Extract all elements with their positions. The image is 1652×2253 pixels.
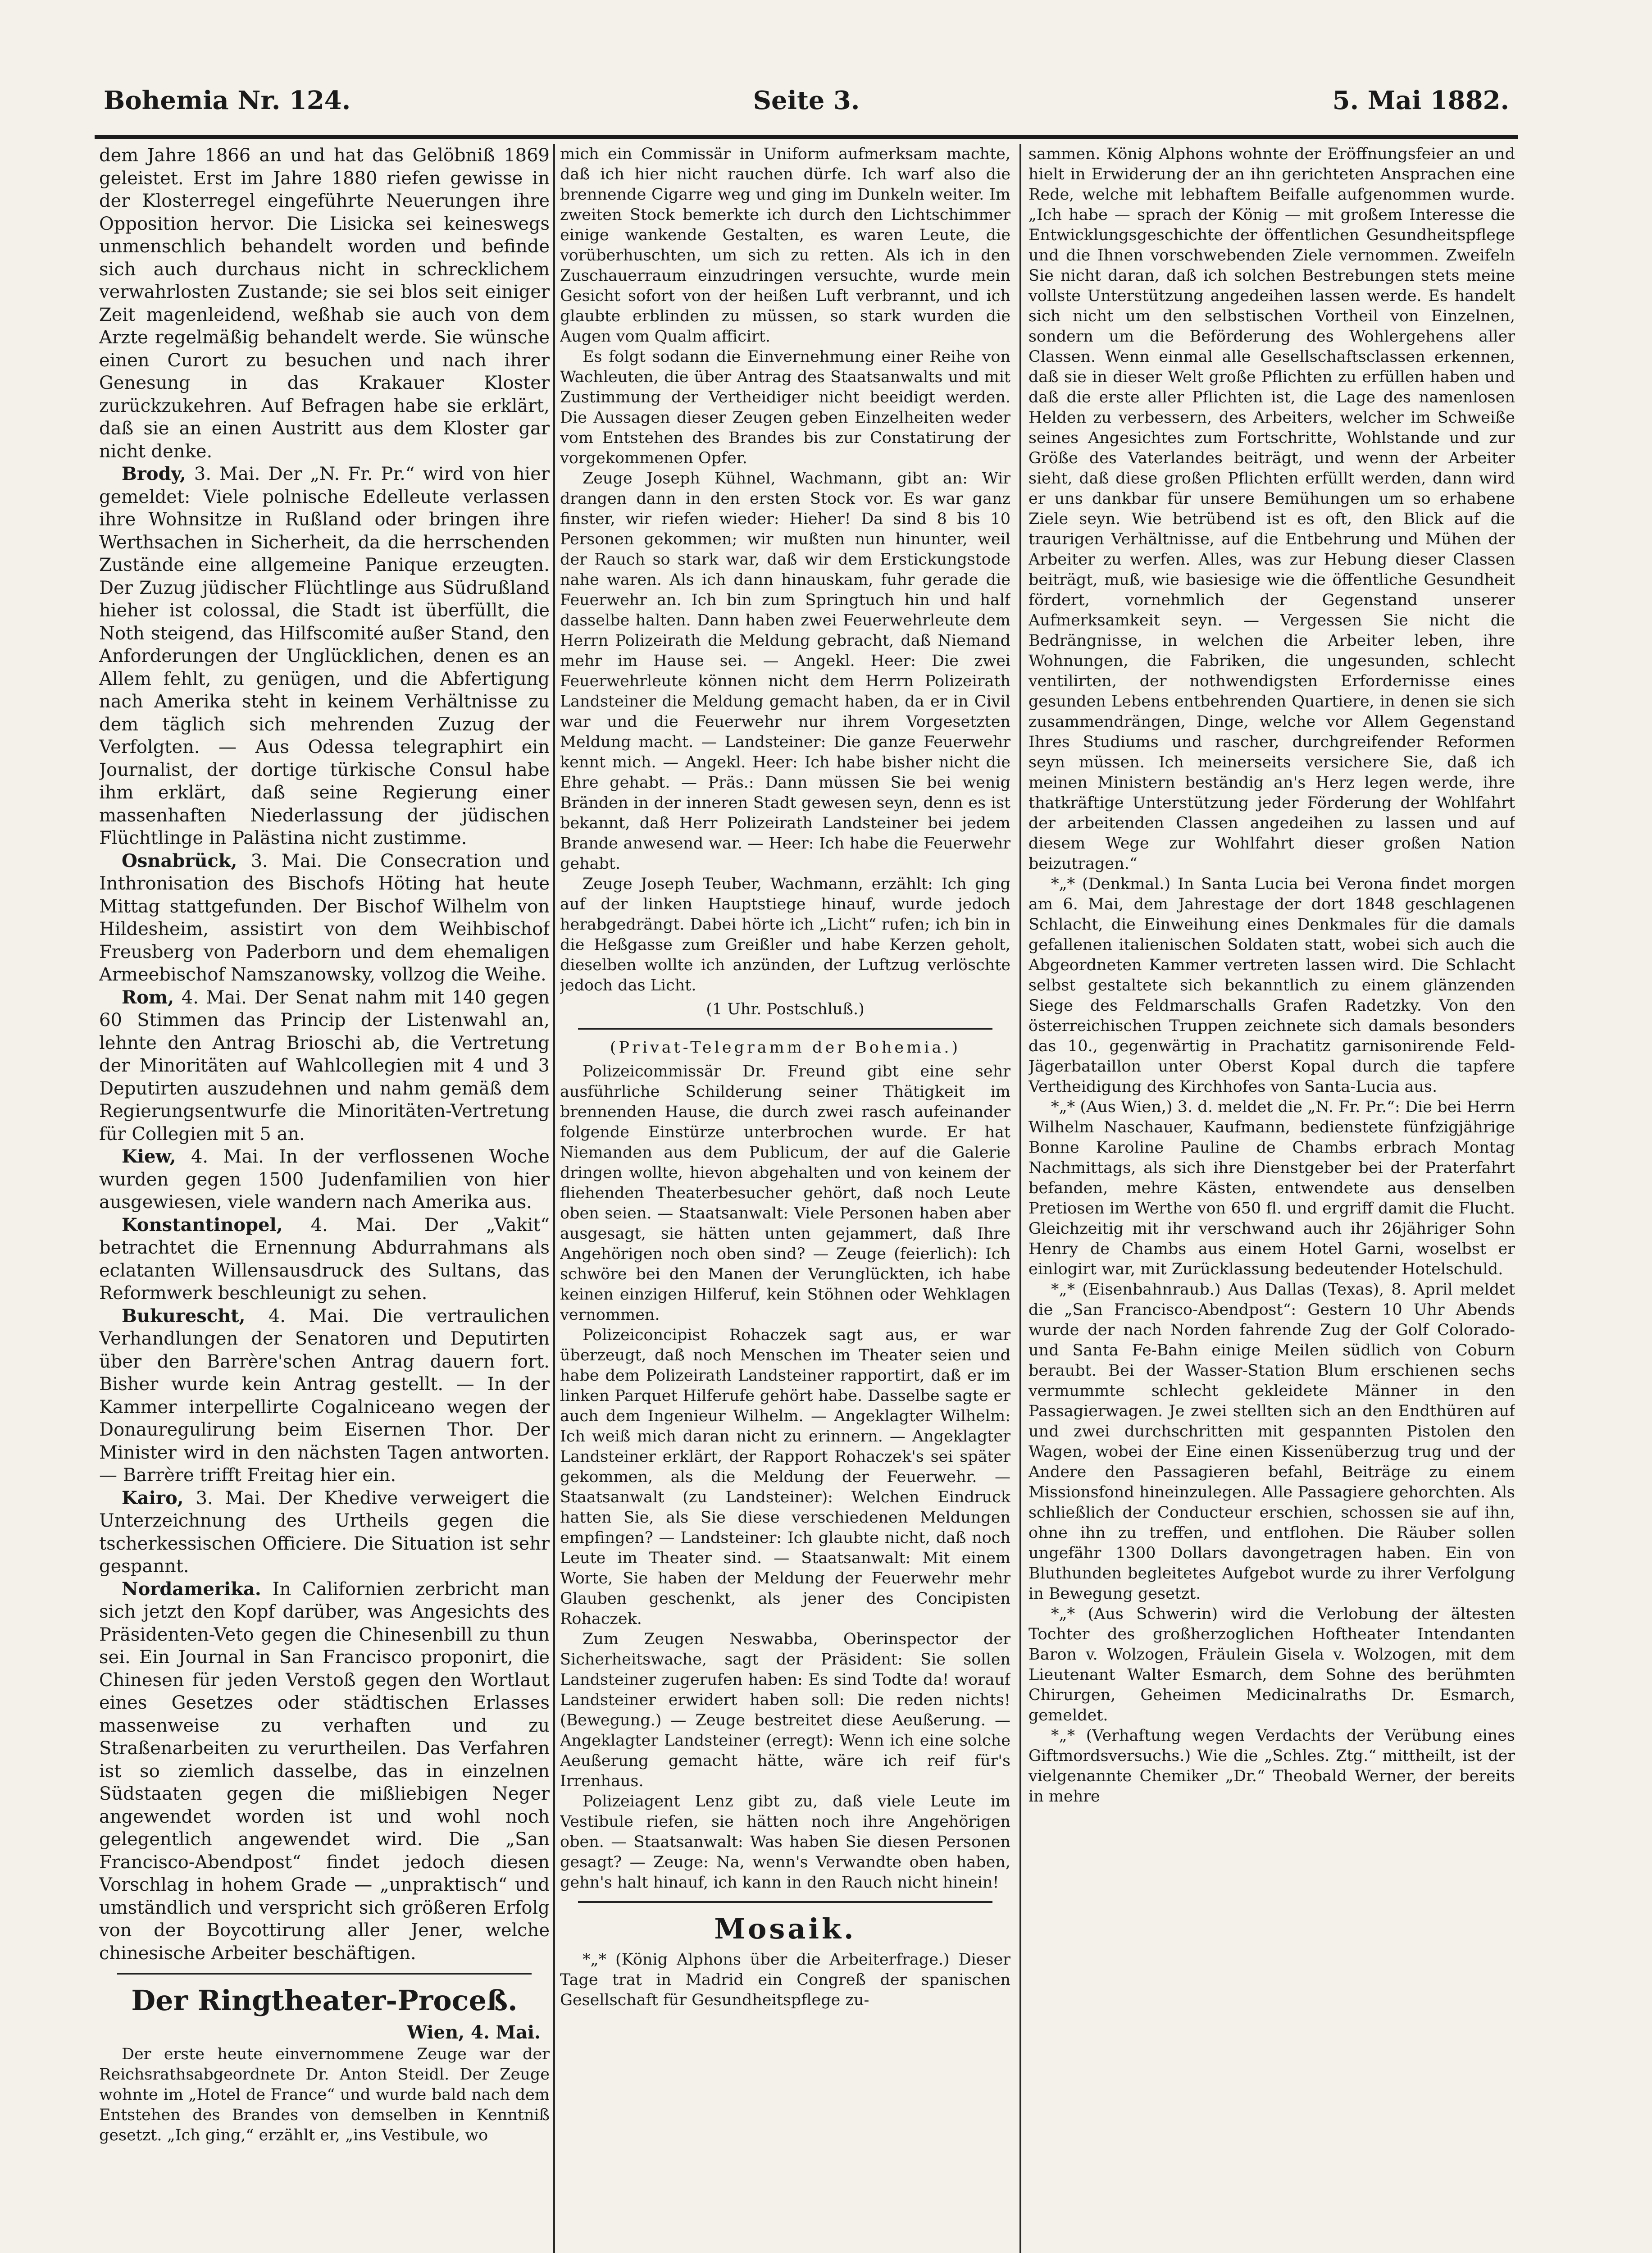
header-issue: Bohemia Nr. 124. xyxy=(104,86,351,115)
news-item xyxy=(99,1214,550,1305)
news-place: Kiew, xyxy=(122,1146,176,1167)
header-date: 5. Mai 1882. xyxy=(1332,86,1509,115)
article-paragraph: Polizeicommissär Dr. Freund gibt eine sehr ausführliche Schilderung seiner Thätigkeit im brennenden Hause, die durch zwei rasch aufeinander folgende Einstürze unterbrochen wurde. Er hat Niemanden aus dem Publicum, der auf die Galerie dringen wollte, hievon abgehalten und von keinem der fliehenden Theaterbesucher gehört, daß noch Leute oben seien. — Staatsanwalt: Viele Personen haben aber ausgesagt, sie hätten unten gejammert, daß Ihre Angehörigen noch oben sind? — Zeuge (feierlich): Ich schwöre bei den Manen der Verunglückten, ich habe keinen einzigen Hilferuf, kein Stöhnen oder Wehklagen vernommen. xyxy=(560,1063,1010,1324)
article-paragraph: Der erste heute einvernommene Zeuge war der Reichsrathsabgeordnete Dr. Anton Steidl. Der Zeuge wohnte im „Hotel de France“ und wurde bald nach dem Entstehen des Brandes von demselben in Kenntniß gesetzt. „Ich ging,“ erzählt er, „ins Vestibule, wo xyxy=(99,2045,550,2144)
article-paragraph: mich ein Commissär in Uniform aufmerksam machte, daß ich hier nicht rauchen dürfe. Ich warf also die brennende Cigarre weg und ging im Dunkeln weiter. Im zweiten Stock bemerkte ich durch den Lichtschimmer einige wankende Gestalten, es waren Leute, die vorüberhuschten, um sich zu retten. Als ich in den Zuschauerraum einzudringen versuchte, wurde mein Gesicht sofort von der heißen Luft verbrannt, und ich glaubte erblinden zu müssen, so stark wurden die Augen vom Qualm afficirt. xyxy=(560,145,1010,346)
news-place: Nordamerika. xyxy=(122,1578,261,1600)
section-divider xyxy=(578,1901,992,1903)
news-place: Rom, xyxy=(122,986,174,1008)
section-title: Mosaik. xyxy=(714,1912,856,1945)
article-paragraph: sammen. König Alphons wohnte der Eröffnungsfeier an und hielt in Erwiderung der an ihn gerichteten Ansprachen eine Rede, welche mit lebhaftem Beifalle aufgenommen wurde. „Ich habe — sprach der König — mit großem Interesse die Entwicklungsgeschichte der öffentlichen Gesundheitspflege und die Ihnen vorschwebenden Ziele vernommen. Zweifeln Sie nicht daran, daß ich solchen Bestrebungen stets meine vollste Unterstützung angedeihen lassen werde. Es handelt sich nicht um den selbstischen Vortheil von Einzelnen, sondern um die Beförderung des Wohlergehens aller Classen. Wenn einmal alle Gesellschaftsclassen erkennen, daß sie in dieser Welt große Pflichten zu erfüllen haben und daß die erste aller Pflichten ist, die Lage des namenlosen Helden zu verbessern, des Arbeiters, welcher im Schweiße seines Angesichtes zum Fortschritte, Wohlstande und zur Größe des Vaterlandes beiträgt, und wenn der Arbeiter sieht, daß diese großen Pflichten erfüllt werden, dann wird er uns dankbar für unsere Bemühungen um so erhabene Ziele seyn. Wie betrübend ist es oft, den Blick auf die traurigen Verhältnisse, auf die Entbehrung und Mühen der Arbeiter zu werfen. Alles, was zur Hebung dieser Classen beiträgt, muß, wie basiesige wie die öffentliche Gesundheit fördert, vornehmlich der Gegenstand unserer Aufmerksamkeit seyn. — Vergessen Sie nicht die Bedrängnisse, in welchen die Arbeiter leben, ihre Wohnungen, die Fabriken, die ungesunden, schlecht ventilirten, der nothwendigsten Erfordernisse eines gesunden Lebens entbehrenden Quartiere, in denen sie sich zusammendrängen, Dinge, welche vor Allem Gegenstand Ihres Studiums und rascher, durchgreifender Reformen seyn müssen. Ich meinerseits versichere Sie, daß ich meinen Ministern beständig an's Herz legen werde, ihre thatkräftige Unterstützung jeder Förderung der Wohlfahrt der arbeitenden Classen angedeihen zu lassen und auf diesem Wege zur Wohlfahrt dieser großen Nation beizutragen.“ xyxy=(1029,145,1515,873)
column-3 xyxy=(1029,144,1515,2253)
postschluss-note: (1 Uhr. Postschluß.) xyxy=(706,1000,865,1018)
header-page-number: Seite 3. xyxy=(753,86,860,115)
column-2 xyxy=(560,144,1010,2253)
news-place: Osnabrück, xyxy=(122,850,237,871)
article-paragraph: Polizeiconcipist Rohaczek sagt aus, er war überzeugt, daß noch Menschen im Theater seien und habe dem Polizeirath Landsteiner rapportirt, daß er im linken Parquet Hilferufe gehört habe. Dasselbe sagte er auch dem Ingenieur Wilhelm. — Angeklagter Wilhelm: Ich weiß mich daran nicht zu erinnern. — Angeklagter Landsteiner erklärt, der Rapport Rohaczek's sei später gekommen, als die Meldung der Feuerwehr. — Staatsanwalt (zu Landsteiner): Welchen Eindruck hatten Sie, als Sie diese verschiedenen Meldungen empfingen? — Landsteiner: Ich glaubte nicht, daß noch Leute im Theater sind. — Staatsanwalt: Mit einem Worte, Sie haben der Meldung der Feuerwehr mehr Glauben geschenkt, als jener des Concipisten Rohaczek. xyxy=(560,1326,1010,1628)
news-place: Kairo, xyxy=(122,1487,184,1509)
column-separator xyxy=(1019,144,1021,2253)
article-paragraph: *„* (König Alphons über die Arbeiterfrage.) Dieser Tage trat in Madrid ein Congreß der spanischen Gesellschaft für Gesundheitspflege zu- xyxy=(560,1951,1010,2009)
news-item xyxy=(99,463,550,850)
article-paragraph: Zum Zeugen Neswabba, Oberinspector der Sicherheitswache, sagt der Präsident: Sie sollen Landsteiner zugerufen haben: Es sind Todte da! worauf Landsteiner erwidert haben soll: Die reden nichts! (Bewegung.) — Zeuge bestreitet diese Aeußerung. — Angeklagter Landsteiner (erregt): Wenn ich eine solche Aeußerung gemacht hätte, wäre ich reif für's Irrenhaus. xyxy=(560,1630,1010,1790)
news-text: 3. Mai. Der „N. Fr. Pr.“ wird von hier gemeldet: Viele polnische Edelleute verlassen ihre Wohnsitze in Rußland oder bringen ihre Werthsachen in Sicherheit, da die herrschenden Zustände eine allgemeine Panique erzeugten. Der Zuzug jüdischer Flüchtlinge aus Südrußland hieher ist colossal, die Stadt ist überfüllt, die Noth steigend, das Hilfscomité außer Stand, den Anforderungen der Unglücklichen, denen es an Allem fehlt, zu genügen, und die Abfertigung nach Amerika steht in keinem Verhältnisse zu dem täglich sich mehrenden Zuzug der Verfolgten. — Aus Odessa telegraphirt ein Journalist, der dortige türkische Consul habe ihm erklärt, daß seine Regierung einer massenhaften Niederlassung der jüdischen Flüchtlinge in Palästina nicht zustimme. xyxy=(99,464,550,848)
mosaic-item: *„* (Verhaftung wegen Verdachts der Verübung eines Giftmordsversuchs.) Wie die „Schles. Ztg.“ mittheilt, ist der vielgenannte Chemiker „Dr.“ Theobald Werner, der bereits in mehre xyxy=(1029,1727,1515,1806)
news-item xyxy=(99,1145,550,1214)
mosaic-item: *„* (Denkmal.) In Santa Lucia bei Verona findet morgen am 6. Mai, dem Jahrestage der dort 1848 geschlagenen Schlacht, die Einweihung eines Denkmales für die damals gefallenen italienischen Soldaten statt, wobei sich auch die Abgeordneten Kammer vertreten lassen wird. Die Schlacht selbst gestaltete sich bekanntlich zu einem glänzenden Siege des Feldmarschalls Grafen Radetzky. Von den österreichischen Truppen zeichnete sich damals besonders das 10., gegenwärtig in Prachatitz garnisonirende Feld-Jägerbataillon unter Oberst Kopal durch die tapfere Vertheidigung des Kirchhofes von Santa-Lucia aus. xyxy=(1029,875,1515,1096)
news-text: In Californien zerbricht man sich jetzt den Kopf darüber, was Angesichts des Präsidenten-Veto gegen die Chinesenbill zu thun sei. Ein Journal in San Francisco proponirt, die Chinesen für jeden Verstoß gegen den Wortlaut eines Gesetzes oder städtischen Erlasses massenweise zu verhaften und zu Straßenarbeiten zu verurtheilen. Das Verfahren ist so ziemlich dasselbe, das in einzelnen Südstaaten gegen die mißliebigen Neger angewendet worden ist und wohl noch gelegentlich angewendet wird. Die „San Francisco-Abendpost“ findet jedoch diesen Vorschlag in hohem Grade — „unpraktisch“ und umständlich und verspricht sich größeren Erfolg von der Boycottirung aller Jener, welche chinesische Arbeiter beschäftigen. xyxy=(99,1578,550,1964)
column-separator xyxy=(553,144,555,2253)
telegram-heading: (Privat-Telegramm der Bohemia.) xyxy=(610,1039,961,1057)
news-text: 3. Mai. Der Khedive verweigert die Unterzeichnung des Urtheils gegen die tscherkessischen Officiere. Die Situation ist sehr gespannt. xyxy=(99,1487,550,1577)
article-paragraph: Polizeiagent Lenz gibt zu, daß viele Leute im Vestibule riefen, sie hätten noch ihre Angehörigen oben. — Staatsanwalt: Was haben Sie diesen Personen gesagt? — Zeuge: Na, wenn's Verwandte oben haben, gehn's halt hinauf, ich kann in den Rauch nicht hinein! xyxy=(560,1792,1010,1892)
dateline: Wien, 4. Mai. xyxy=(407,2022,541,2043)
news-text: 4. Mai. Die vertraulichen Verhandlungen der Senatoren und Deputirten über den Barrère'schen Antrag dauern fort. Bisher wurde kein Antrag gestellt. — In der Kammer interpellirte Cogalniceano wegen der Donauregulirung beim Eisernen Thor. Der Minister wird in den nächsten Tagen antworten. — Barrère trifft Freitag hier ein. xyxy=(99,1305,550,1486)
news-text: 4. Mai. Der „Vakit“ betrachtet die Ernennung Abdurrahmans als eclatanten Willensausdruck des Sultans, das Reformwerk beschleunigt zu sehen. xyxy=(99,1214,550,1304)
news-item xyxy=(99,1305,550,1487)
news-item xyxy=(99,1578,550,1965)
section-divider xyxy=(117,1973,532,1975)
news-place: Konstantinopel, xyxy=(122,1214,283,1236)
article-paragraph: dem Jahre 1866 an und hat das Gelöbniß 1869 geleistet. Erst im Jahre 1880 riefen gewisse in der Klosterregel eingeführte Neuerungen ihre Opposition hervor. Die Lisicka sei keineswegs unmenschlich behandelt worden und befinde sich auch durchaus nicht in schrecklichem verwahrlosten Zustande; sie sei blos seit einiger Zeit magenleidend, weßhab sie auch von dem Arzte regelmäßig behandelt werde. Sie wünsche einen Curort zu besuchen und nach ihrer Genesung in das Krakauer Kloster zurückzukehren. Auf Befragen habe sie erklärt, daß sie an einen Austritt aus dem Kloster gar nicht denke. xyxy=(99,145,550,462)
article-paragraph: Es folgt sodann die Einvernehmung einer Reihe von Wachleuten, die über Antrag des Staatsanwalts und mit Zustimmung der Vertheidiger nicht beeidigt werden. Die Aussagen dieser Zeugen geben Einzelheiten weder vom Entstehen des Brandes bis zur Constatirung der vorgekommenen Opfer. xyxy=(560,348,1010,467)
article-paragraph: Zeuge Joseph Teuber, Wachmann, erzählt: Ich ging auf der linken Hauptstiege hinauf, wurde jedoch herabgedrängt. Dabei hörte ich „Licht“ rufen; ich bin in die Heßgasse zum Greißler und habe Kerzen geholt, dieselben wollte ich anzünden, der Luftzug verlöschte jedoch das Licht. xyxy=(560,875,1010,994)
news-item xyxy=(99,986,550,1146)
news-place: Brody, xyxy=(122,463,186,484)
header-rule xyxy=(95,135,1518,139)
section-divider xyxy=(578,1028,992,1030)
section-title: Der Ringtheater-Proceß. xyxy=(131,1984,518,2017)
news-text: 4. Mai. Der Senat nahm mit 140 gegen 60 Stimmen das Princip der Listenwahl an, lehnte den Antrag Brioschi ab, die Vertretung der Minoritäten auf Wahlcollegien mit 4 und 3 Deputirten auszudehnen und nahm gemäß dem Regierungsentwurfe die Minoritäten-Vertretung für Collegien mit 5 an. xyxy=(99,987,550,1145)
mosaic-item: *„* (Aus Schwerin) wird die Verlobung der ältesten Tochter des großherzoglichen Hoftheater Intendanten Baron v. Wolzogen, Fräulein Gisela v. Wolzogen, mit dem Lieutenant Walter Esmarch, dem Sohne des berühmten Chirurgen, Geheimen Medicinalraths Dr. Esmarch, gemeldet. xyxy=(1029,1605,1515,1724)
news-place: Bukurescht, xyxy=(122,1305,246,1327)
mosaic-item: *„* (Eisenbahnraub.) Aus Dallas (Texas), 8. April meldet die „San Francisco-Abendpost“: Gestern 10 Uhr Abends wurde der nach Norden fahrende Zug der Golf Colorado- und Santa Fe-Bahn einige Meilen südlich von Coburn beraubt. Bei der Wasser-Station Blum erschienen sechs vermummte schlecht gekleidete Männer in den Passagierwagen. Je zwei stellten sich an den Endthüren auf und zwei durchschritten mit gespannten Pistolen den Wagen, wobei der Eine einen Kissenüberzug trug und der Andere den Passagieren befahl, Beiträge zu einem Missionsfond hineinzulegen. Alle Passagiere gehorchten. Als schließlich der Conducteur erschien, schossen sie auf ihn, ohne ihn zu treffen, und entflohen. Die Räuber sollen ungefähr 1300 Dollars davongetragen haben. Ein von Bluthunden begleitetes Aufgebot wurde zu ihrer Verfolgung in Bewegung gesetzt. xyxy=(1029,1281,1515,1603)
mosaic-item: *„* (Aus Wien,) 3. d. meldet die „N. Fr. Pr.“: Die bei Herrn Wilhelm Naschauer, Kaufmann, bedienstete fünfzigjährige Bonne Karoline Pauline de Chambs erbrach Montag Nachmittags, als sich ihre Dienstgeber bei der Praterfahrt befanden, mehre Kästen, entwendete aus denselben Pretiosen im Werthe von 650 fl. und ergriff damit die Flucht. Gleichzeitig mit ihr verschwand auch ihr 26jähriger Sohn Henry de Chambs aus einem Hotel Garni, woselbst er einlogirt war, mit Zurücklassung bedeutender Hotelschuld. xyxy=(1029,1098,1515,1278)
news-item xyxy=(99,1487,550,1578)
column-1 xyxy=(99,144,550,2253)
article-paragraph: Zeuge Joseph Kühnel, Wachmann, gibt an: Wir drangen dann in den ersten Stock vor. Es war ganz finster, wir riefen wieder: Hieher! Da sind 8 bis 10 Personen gekommen; wir mußten nun hinunter, weil der Rauch so stark war, daß wir dem Erstickungstode nahe waren. Als ich dann hinauskam, fuhr gerade die Feuerwehr an. Ich bin zum Springtuch hin und half dasselbe halten. Dann haben zwei Feuerwehrleute dem Herrn Polizeirath die Meldung gebracht, daß Niemand mehr im Hause sei. — Angekl. Heer: Die zwei Feuerwehrleute können nicht dem Herrn Polizeirath Landsteiner die Meldung gemacht haben, da er in Civil war und die Feuerwehr nur ihrem Vorgesetzten Meldung macht. — Landsteiner: Die ganze Feuerwehr kennt mich. — Angekl. Heer: Ich habe bisher nicht die Ehre gehabt. — Präs.: Dann müssen Sie bei wenig Bränden in der inneren Stadt gewesen seyn, denn es ist bekannt, daß Herr Polizeirath Landsteiner bei jedem Brande anwesend war. — Heer: Ich habe die Feuerwehr gehabt. xyxy=(560,470,1010,873)
news-text: 4. Mai. In der verflossenen Woche wurden gegen 1500 Judenfamilien von hier ausgewiesen, viele wandern nach Amerika aus. xyxy=(99,1146,550,1213)
news-item xyxy=(99,850,550,986)
page-header xyxy=(104,86,1509,126)
news-text: 3. Mai. Die Consecration und Inthronisation des Bischofs Höting hat heute Mittag stattgefunden. Der Bischof Wilhelm von Hildesheim, assistirt von dem Weihbischof Freusberg von Paderborn und dem ehemaligen Armeebischof Namszanowsky, vollzog die Weihe. xyxy=(99,850,550,985)
